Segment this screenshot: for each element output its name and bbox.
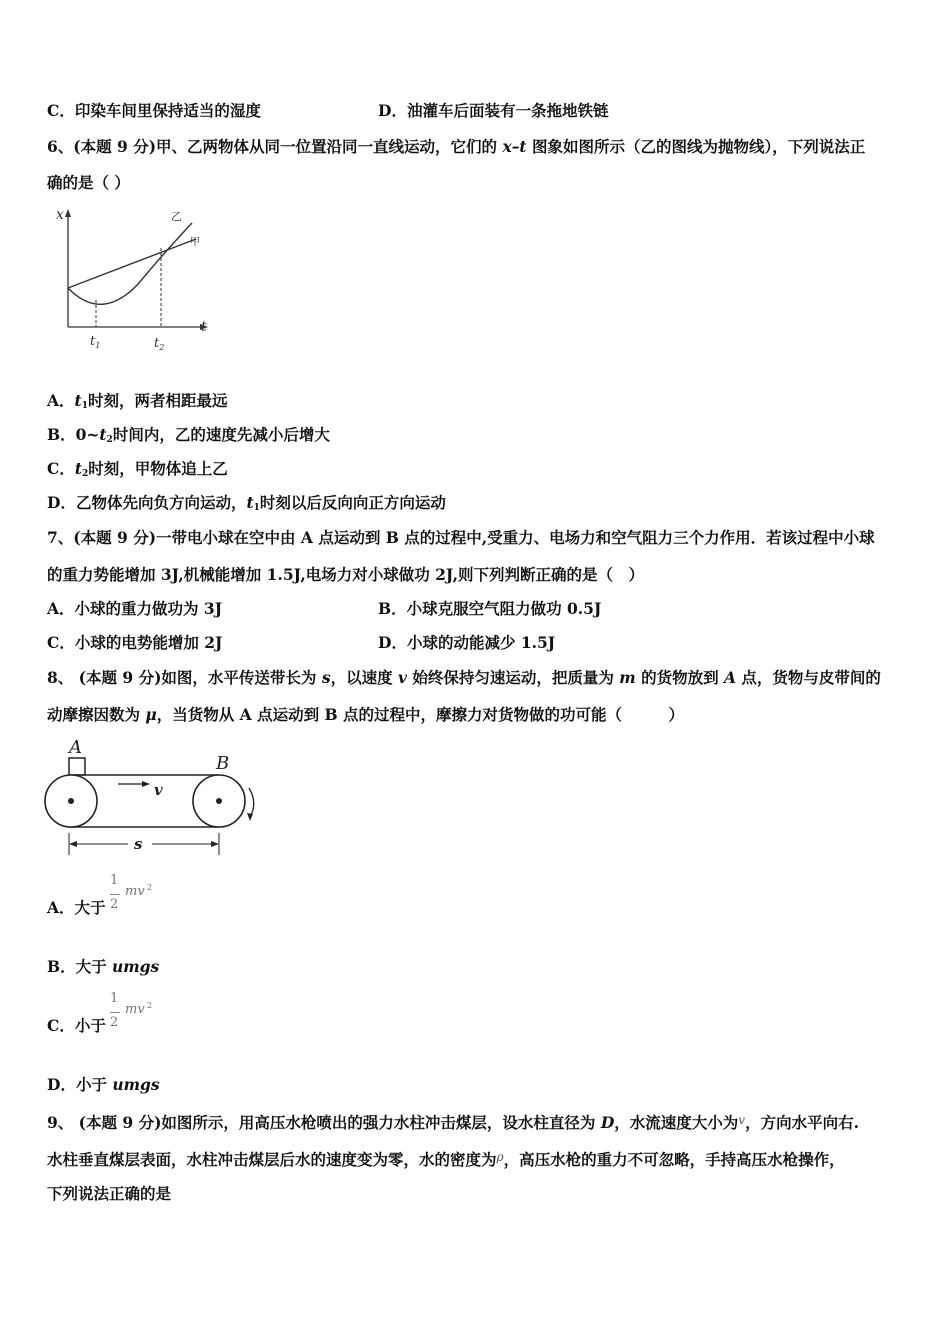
q8-label-s: s: [134, 835, 143, 853]
q6-t2-label: $t_2$: [154, 336, 165, 352]
q6-option-d: D．乙物体先向负方向运动，$t_1$时刻以后反向向正方向运动: [47, 493, 446, 513]
q8-option-d: D．小于 umgs: [47, 1075, 160, 1094]
q8-stem-line1: 8、 (本题 9 分)如图，水平传送带长为 s，以速度 v 始终保持匀速运动，把质量为 m 的货物放到 A 点，货物与皮带间的: [47, 668, 881, 687]
q6-xt-graph: [44, 205, 224, 355]
q6-yi-label: 乙: [171, 210, 182, 223]
q8-conveyor-figure: [40, 733, 270, 858]
q8-stem-line2: 动摩擦因数为 μ，当货物从 A 点运动到 B 点的过程中，摩擦力对货物做的功可能（ ）: [47, 705, 684, 724]
q5-option-c: C．印染车间里保持适当的湿度: [47, 101, 261, 120]
q6-jia-line: [68, 239, 196, 288]
q6-t1-label: $t_1$: [90, 334, 101, 350]
q7-stem-line1: 7、(本题 9 分)一带电小球在空中由 A 点运动到 B 点的过程中,受重力、电场力和空气阻力三个力作用．若该过程中小球: [47, 528, 875, 547]
q7-stem-line2: 的重力势能增加 3J,机械能增加 1.5J,电场力对小球做功 2J,则下列判断正确的是（ ）: [47, 565, 645, 584]
q8-option-b: B．大于 umgs: [47, 957, 160, 976]
q7-option-a: A．小球的重力做功为 3J: [47, 599, 223, 618]
q8-label-v: v: [154, 781, 163, 799]
q8-option-a: A．大于: [47, 898, 106, 917]
q9-stem-line1: 9、 (本题 9 分)如图所示，用高压水枪喷出的强力水柱冲击煤层，设水柱直径为 D，水流速度大小为$^v$，方向水平向右.: [47, 1113, 859, 1132]
q6-option-c: C．$t_2$时刻，甲物体追上乙: [47, 459, 228, 479]
q6-option-b: B．$0\sim t_2$时间内，乙的速度先减小后增大: [47, 425, 330, 445]
q9-stem-line2: 水柱垂直煤层表面，水柱冲击煤层后水的速度变为零，水的密度为$^\rho$，高压水枪的重力不可忽略，手持高压水枪操作，: [47, 1150, 845, 1169]
q8-label-a: A: [69, 737, 82, 758]
q6-stem-line1: 6、(本题 9 分)甲、乙两物体从同一位置沿同一直线运动，它们的 x–t 图象如图所示（乙的图线为抛物线），下列说法正: [47, 137, 866, 156]
q6-x-axis-label: x: [56, 207, 64, 223]
q7-option-b: B．小球克服空气阻力做功 0.5J: [378, 599, 602, 618]
q6-stem-line2: 确的是（ ）: [47, 173, 130, 192]
q8-label-b: B: [216, 753, 230, 774]
q6-option-a: A．$t_1$时刻，两者相距最远: [47, 391, 228, 411]
q6-t-axis-label: t: [201, 319, 207, 335]
q9-stem-line3: 下列说法正确的是: [47, 1184, 172, 1203]
q7-option-c: C．小球的电势能增加 2J: [47, 633, 223, 652]
q5-option-d: D．油灌车后面装有一条拖地铁链: [378, 101, 609, 120]
q8-option-c: C．小于: [47, 1016, 106, 1035]
q6-jia-label: 甲: [190, 237, 200, 248]
q7-option-d: D．小球的动能减少 1.5J: [378, 633, 556, 652]
